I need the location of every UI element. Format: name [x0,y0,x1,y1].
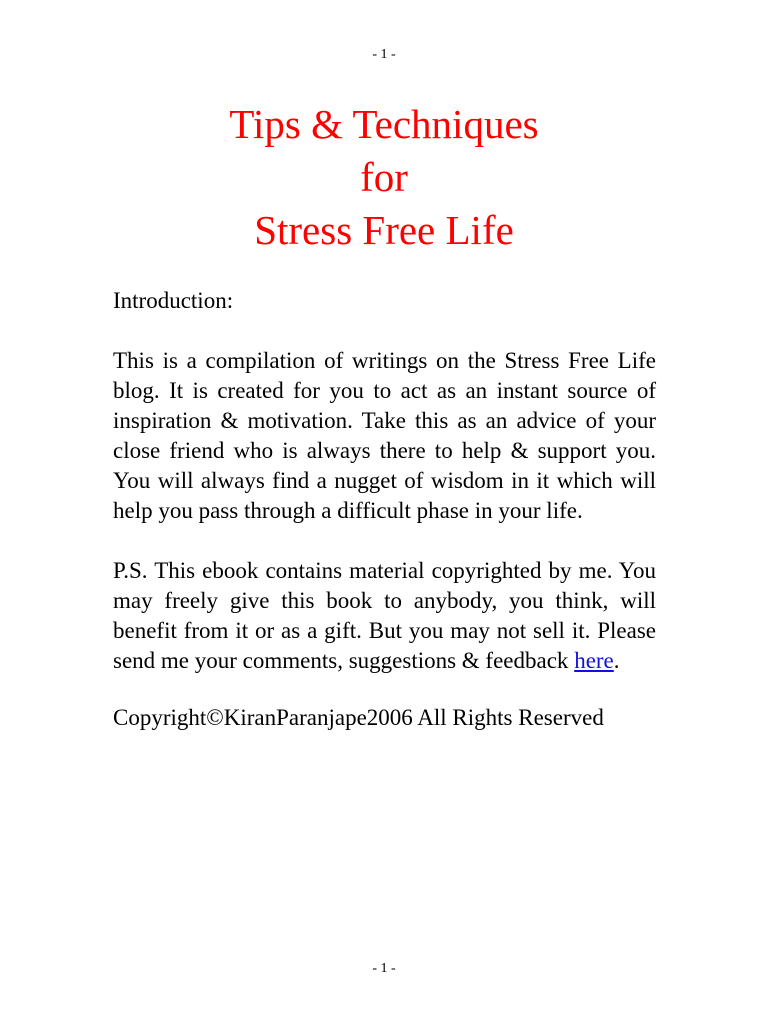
ps-paragraph-text: P.S. This ebook contains material copyrighted by me. You may freely give this book to anybody, you think, will benefit from it or as a gift. But you may not sell it. Please send me your comments, suggestions & feedback [113,558,656,673]
intro-paragraph: This is a compilation of writings on the Stress Free Life blog. It is created for you to act as an instant source of inspiration & motivation. Take this as an advice of your close friend who is always there to help & support you. You will always find a nugget of wisdom in it which will help you pass through a difficult phase in your life. [113,348,656,523]
document-title [0,98,768,257]
page-number-top: - 1 - [372,47,396,62]
page-number-bottom: - 1 - [372,961,396,976]
introduction-heading: Introduction: [113,288,234,313]
copyright-notice: Copyright©KiranParanjape2006 All Rights Reserved [113,705,604,730]
feedback-link[interactable]: here [574,648,614,673]
title-line-2: for [360,154,408,200]
title-line-3: Stress Free Life [254,207,514,253]
title-line-1: Tips & Techniques [229,101,539,147]
ps-paragraph [113,556,656,676]
document-body [113,286,656,733]
ps-paragraph-end: . [613,648,620,673]
